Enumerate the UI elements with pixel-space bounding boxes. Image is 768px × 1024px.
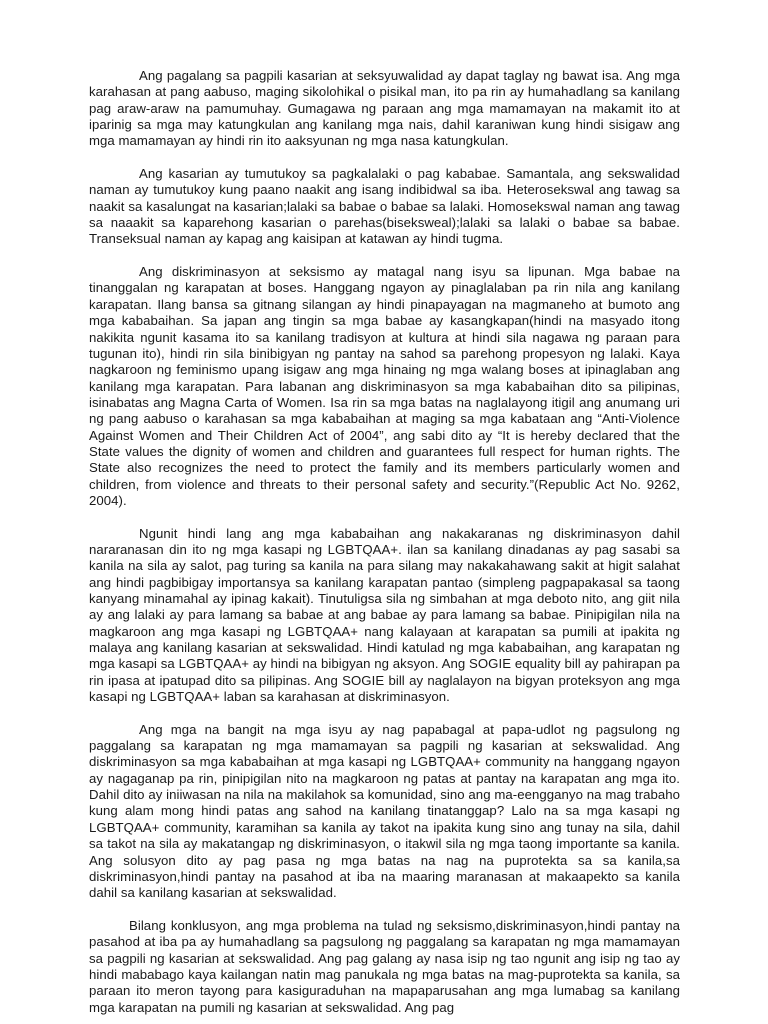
paragraph-lgbtqaa: Ngunit hindi lang ang mga kababaihan ang nakakaranas ng diskriminasyon dahil nararanasan din ito ng mga kasapi ng LGBTQAA+. ilan sa kanilang dinadanas ay pag sasabi sa kanila na sila ay salot, pag turing sa kanila na para silang may nakakahawang sakit at higit salahat ang hindi pagbibigay importansya sa kanilang karapatan pantao (simpleng pagpapakasal sa taong kanyang minamahal ay ipinag kakait). Tinutuligsa sila ng simbahan at mga deboto nito, ang giit nila ay ang lalaki ay para lamang sa babae at ang babae ay para lamang sa babae. Pinipigilan nila na magkaroon ang mga kasapi ng LGBTQAA+ nang kalayaan at karapatan sa pumili at ipakita ng malaya ang kanilang kasarian at sekswalidad. Hindi katulad ng mga kababaihan, ang karapatan ng mga kasapi sa LGBTQAA+ ay hindi na bibigyan ng aksyon. Ang SOGIE equality bill ay pahirapan pa rin ipasa at ipatupad dito sa pilipinas. Ang SOGIE bill ay naglalayon na bigyan proteksyon ang mga kasapi ng LGBTQAA+ laban sa karahasan at diskriminasyon. [89, 525, 680, 705]
paragraph-intro: Ang pagalang sa pagpili kasarian at seksyuwalidad ay dapat taglay ng bawat isa. Ang mga karahasan at pang aabuso, maging sikolohikal o pisikal man, ito pa rin ay humahadlang sa kanilang pag araw-araw na pamumuhay. Gumagawa ng paraan ang mga mamamayan na makamit ito at iparinig sa mga may katungkulan ang kanilang mga nais, dahil karaniwan kung hindi sisigaw ang mga mamamayan ay hindi rin ito aaksyunan ng mga nasa katungkulan. [89, 68, 680, 149]
paragraph-mga-isyu: Ang mga na bangit na mga isyu ay nag papabagal at papa-udlot ng pagsulong ng paggalang sa karapatan ng mga mamamayan sa pagpili ng kasarian at sekswalidad. Ang diskriminasyon sa mga kababaihan at mga kasapi ng LGBTQAA+ community na hanggang ngayon ay nagaganap pa rin, pinipigilan nito na magkaroon ng patas at pantay na karapatan ang mga ito. Dahil dito ay iniiwasan na nila na makilahok sa komunidad, sino ang ma-eengganyo na mag trabaho kung alam mong hindi patas ang sahod na kanilang tinatanggap? Lalo na sa mga kasapi ng LGBTQAA+ community, karamihan sa kanila ay takot na ipakita kung sino ang tunay na sila, dahil sa takot na sila ay makatangap ng diskriminasyon, o itakwil sila ng mga taong importante sa kanila. Ang solusyon dito ay pag pasa ng mga batas na nag na puprotekta sa sa kanila,sa diskriminasyon,hindi pantay na pasahod at iba na maaring maranasan at makaapekto sa kanila dahil sa kanilang kasarian at sekswalidad. [89, 721, 680, 901]
paragraph-kasarian-definition: Ang kasarian ay tumutukoy sa pagkalalaki o pag kababae. Samantala, ang sekswalidad naman ay tumutukoy kung paano naakit ang isang indibidwal sa iba. Heterosekswal ang tawag sa naakit sa kasalungat na kasarian;lalaki sa babae o babae sa lalaki. Homosekswal naman ang tawag sa naaakit sa kaparehong kasarian o parehas(biseksweal);lalaki sa lalaki o babae sa babae. Transeksual naman ay kapag ang kaisipan at katawan ay hindi tugma. [89, 166, 680, 247]
paragraph-diskriminasyon-seksismo: Ang diskriminasyon at seksismo ay matagal nang isyu sa lipunan. Mga babae na tinanggalan ng karapatan at boses. Hanggang ngayon ay pinaglalaban pa rin nila ang kanilang karapatan. Ilang bansa sa gitnang silangan ay hindi pinapayagan na magmaneho at bumoto ang mga kababaihan. Sa japan ang tingin sa mga babae ay kasangkapan(hindi na masyado itong nakikita ngunit kasama ito sa kanilang tradisyon at kultura at hindi sila nagawa ng paraan para tugunan ito), hindi rin sila binibigyan ng pantay na sahod sa parehong propesyon ng lalaki. Kaya nagkaroon ng feminismo upang isigaw ang mga hinaing ng mga walang boses at ipinaglaban ang kanilang mga karapatan. Para labanan ang diskriminasyon sa mga kababaihan dito sa pilipinas, isinabatas ang Magna Carta of Women. Isa rin sa mga batas na naglalayong itigil ang anumang uri ng pang aabuso o karahasan sa mga kababaihan at maging sa mga kabataan ang “Anti-Violence Against Women and Their Children Act of 2004”, ang sabi dito ay “It is hereby declared that the State values the dignity of women and children and guarantees full respect for human rights. The State also recognizes the need to protect the family and its members particularly women and children, from violence and threats to their personal safety and security.”(Republic Act No. 9262, 2004). [89, 264, 680, 508]
paragraph-konklusyon: Bilang konklusyon, ang mga problema na tulad ng seksismo,diskriminasyon,hindi pantay na pasahod at iba pa ay humahadlang sa pagsulong ng paggalang sa karapatan ng mga mamamayan sa pagpili ng kasarian at sekswalidad. Ang pag galang ay nasa isip ng tao ngunit ang isip ng tao ay hindi mababago kaya kailangan natin mag panukala ng mga batas na mag-puprotekta sa kanila, sa paraan ito meron tayong para kasiguraduhan na mapaparusahan ang mga lumabag sa kanilang mga karapatan na pumili ng kasarian at sekswalidad. Ang pag [89, 917, 680, 1015]
